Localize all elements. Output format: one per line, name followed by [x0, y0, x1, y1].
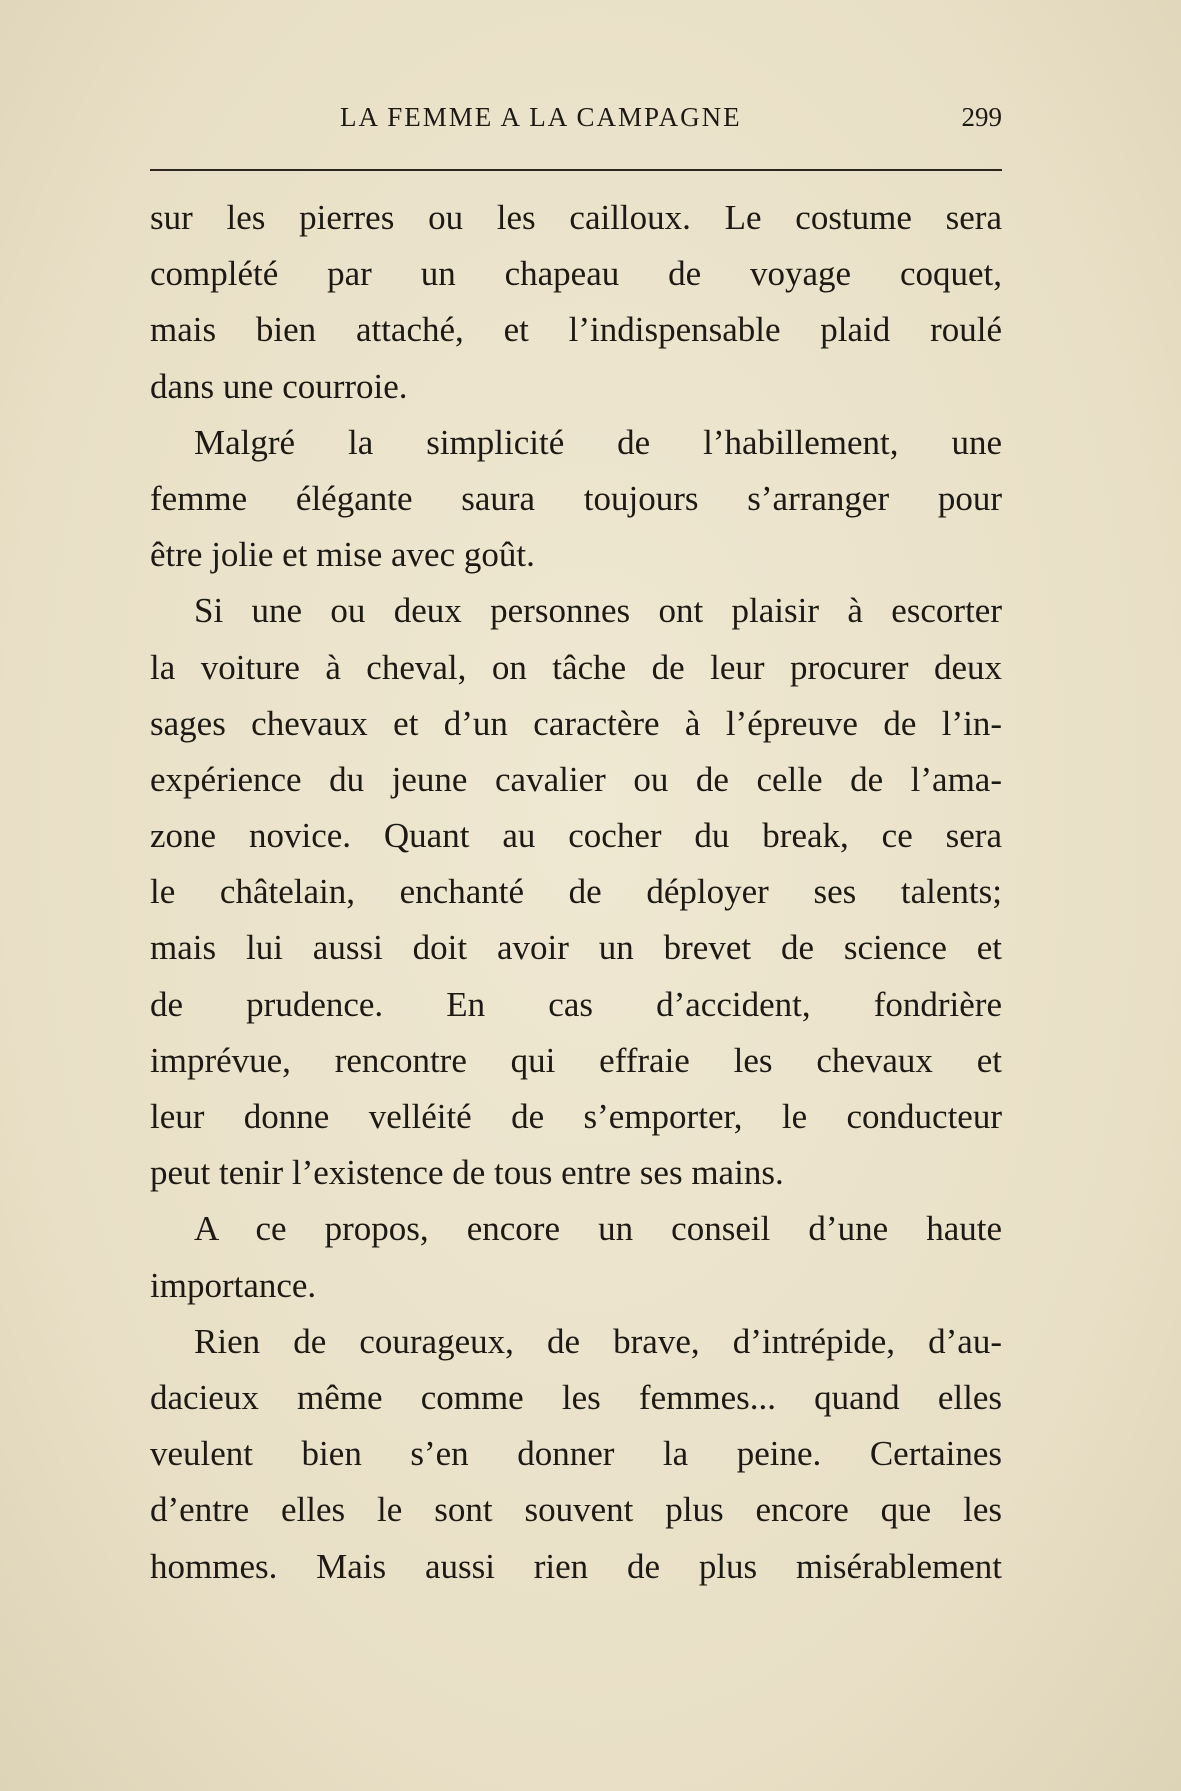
text-line: peut tenir l’existence de tous entre ses mains.: [150, 1153, 784, 1193]
text-line: A ce propos, encore un conseil d’une haute: [194, 1209, 1002, 1249]
text-line: imprévue, rencontre qui effraie les chevaux et: [150, 1040, 1002, 1080]
text-line: d’entre elles le sont souvent plus encore que les: [150, 1490, 1002, 1530]
text-line: le châtelain, enchanté de déployer ses talents;: [150, 872, 1002, 912]
text-line: hommes. Mais aussi rien de plus misérablement: [150, 1546, 1002, 1586]
text-line: être jolie et mise avec goût.: [150, 535, 535, 575]
page-header: [150, 102, 1002, 142]
text-line: importance.: [150, 1265, 317, 1305]
text-line: expérience du jeune cavalier ou de celle de l’ama-: [150, 759, 1002, 799]
text-line: dans une courroie.: [150, 366, 408, 406]
text-line: sur les pierres ou les cailloux. Le costume sera: [150, 198, 1002, 237]
text-line: zone novice. Quant au cocher du break, ce sera: [150, 816, 1002, 856]
text-line: Malgré la simplicité de l’habillement, une: [194, 422, 1002, 462]
text-line: dacieux même comme les femmes... quand elles: [150, 1377, 1002, 1417]
text-line: sages chevaux et d’un caractère à l’épreuve de l’in-: [150, 703, 1002, 743]
running-title: LA FEMME A LA CAMPAGNE: [340, 102, 742, 132]
text-line: veulent bien s’en donner la peine. Certaines: [150, 1434, 1002, 1474]
page-body: [150, 196, 1002, 1601]
page-number: 299: [961, 102, 1002, 132]
text-line: Rien de courageux, de brave, d’intrépide, d’au-: [194, 1321, 1002, 1361]
header-rule: [150, 169, 1002, 171]
text-line: de prudence. En cas d’accident, fondrière: [150, 984, 1002, 1024]
text-line: femme élégante saura toujours s’arranger pour: [150, 478, 1002, 518]
text-line: Si une ou deux personnes ont plaisir à escorter: [194, 591, 1002, 631]
text-line: complété par un chapeau de voyage coquet,: [150, 254, 1002, 294]
text-line: la voiture à cheval, on tâche de leur procurer deux: [150, 647, 1002, 687]
text-line: mais lui aussi doit avoir un brevet de science et: [150, 928, 1002, 968]
text-line: leur donne velléité de s’emporter, le conducteur: [150, 1097, 1002, 1136]
text-line: mais bien attaché, et l’indispensable plaid roulé: [150, 310, 1002, 350]
